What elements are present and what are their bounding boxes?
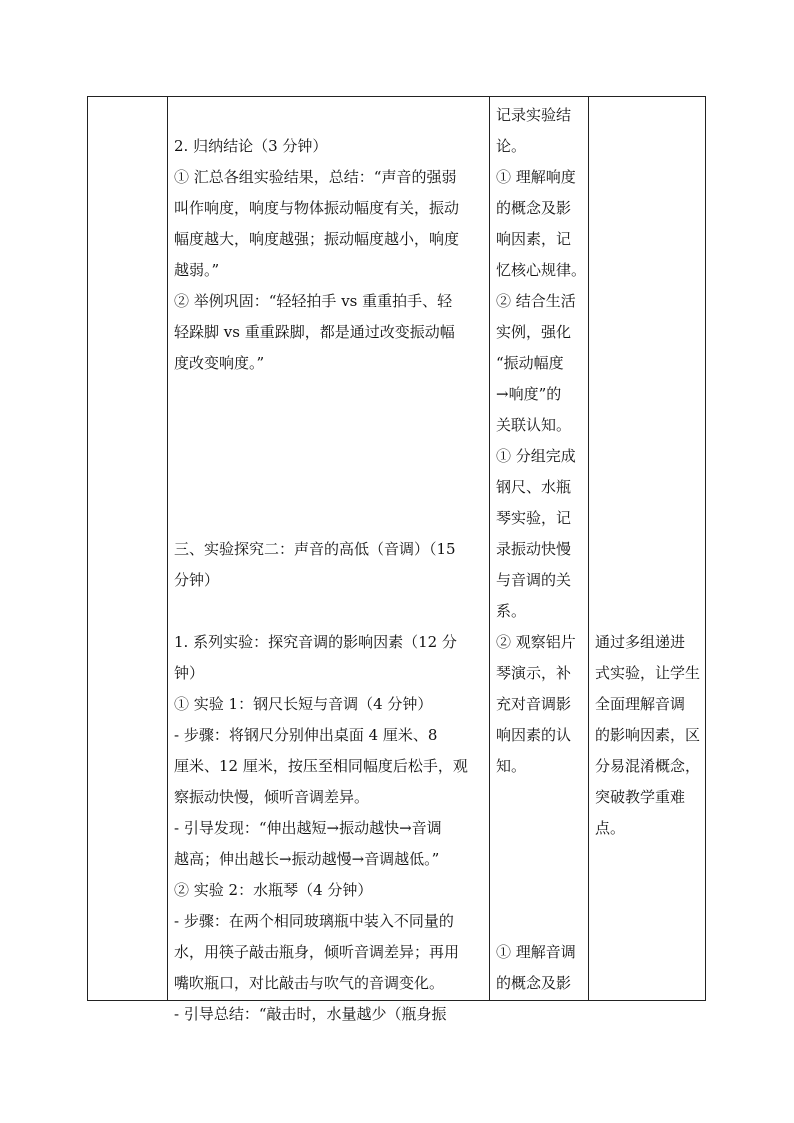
text-line: 系。: [496, 602, 527, 620]
text-line: 越高；伸出越长→振动越慢→音调越低。”: [174, 850, 440, 868]
text-line: 钟）: [174, 664, 205, 682]
text-line: 忆核心规律。: [496, 261, 587, 279]
text-line: 水，用筷子敲击瓶身，倾听音调差异；再用: [174, 943, 460, 961]
text-line: - 引导总结：“敲击时，水量越少（瓶身振: [174, 1005, 447, 1023]
text-line: 度改变响度。”: [174, 354, 265, 372]
text-line: 幅度越大，响度越强；振动幅度越小，响度: [174, 230, 460, 248]
text-line: ① 汇总各组实验结果，总结：“声音的强弱: [174, 168, 457, 186]
text-line: ② 举例巩固：“轻轻拍手 vs 重重拍手、轻: [174, 292, 453, 310]
text-line: ② 实验 2：水瓶琴（4 分钟）: [174, 881, 373, 899]
text-line: ① 实验 1：钢尺长短与音调（4 分钟）: [174, 695, 433, 713]
text-line: 1. 系列实验：探究音调的影响因素（12 分: [174, 633, 457, 651]
text-line: 录振动快慢: [496, 540, 572, 558]
text-line: 嘴吹瓶口，对比敲击与吹气的音调变化。: [174, 974, 445, 992]
text-line: 全面理解音调: [595, 695, 686, 713]
text-line: 叫作响度，响度与物体振动幅度有关，振动: [174, 199, 460, 217]
column-divider-2: [489, 97, 490, 1000]
text-line: 点。: [595, 819, 626, 837]
column-divider-1: [167, 97, 168, 1000]
text-line: 厘米、12 厘米，按压至相同幅度后松手，观: [174, 757, 468, 775]
text-line: 的概念及影: [496, 974, 572, 992]
text-line: 2. 归纳结论（3 分钟）: [174, 137, 328, 155]
lesson-plan-table: [87, 96, 706, 1023]
text-line: 突破教学重难: [595, 788, 686, 806]
text-line: 琴实验，记: [496, 509, 572, 527]
text-line: 的影响因素，区: [595, 726, 701, 744]
text-line: 察振动快慢，倾听音调差异。: [174, 788, 370, 806]
text-line: 琴演示，补: [496, 664, 572, 682]
text-line: - 引导发现：“伸出越短→振动越快→音调: [174, 819, 442, 837]
text-line: 响因素，记: [496, 230, 572, 248]
text-line: 通过多组递进: [595, 633, 686, 651]
text-line: 与音调的关: [496, 571, 572, 589]
text-line: 分易混淆概念，: [595, 757, 701, 775]
text-line: “振动幅度: [496, 354, 564, 372]
text-line: - 步骤：将钢尺分别伸出桌面 4 厘米、8: [174, 726, 438, 744]
column-divider-3: [588, 97, 589, 1000]
text-line: 知。: [496, 757, 527, 775]
text-line: ① 分组完成: [496, 447, 576, 465]
text-line: ① 理解音调: [496, 943, 576, 961]
text-line: 三、实验探究二：声音的高低（音调）（15: [174, 540, 456, 558]
text-line: 的概念及影: [496, 199, 572, 217]
text-line: 轻跺脚 vs 重重跺脚，都是通过改变振动幅: [174, 323, 455, 341]
text-line: 充对音调影: [496, 695, 572, 713]
text-line: 响因素的认: [496, 726, 572, 744]
text-line: 越弱。”: [174, 261, 220, 279]
text-line: 论。: [496, 137, 527, 155]
text-line: ② 结合生活: [496, 292, 576, 310]
text-line: 实例，强化: [496, 323, 572, 341]
text-line: - 步骤：在两个相同玻璃瓶中装入不同量的: [174, 912, 454, 930]
text-line: 分钟）: [174, 571, 220, 589]
text-line: 式实验，让学生: [595, 664, 701, 682]
text-line: 关联认知。: [496, 416, 572, 434]
text-line: ① 理解响度: [496, 168, 576, 186]
text-line: 记录实验结: [496, 106, 572, 124]
text-line: ② 观察铝片: [496, 633, 576, 651]
text-line: 钢尺、水瓶: [496, 478, 572, 496]
text-line: →响度”的: [496, 385, 562, 403]
